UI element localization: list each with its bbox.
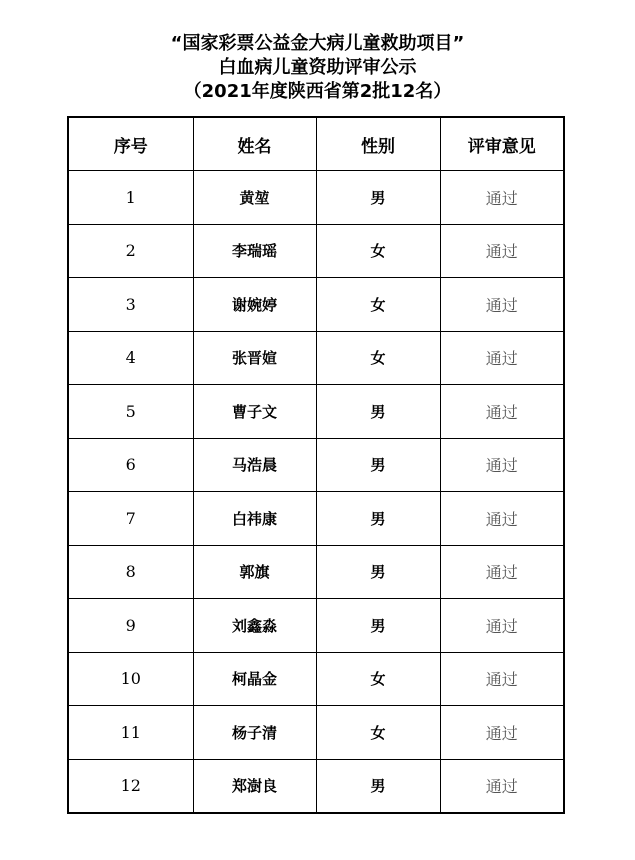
cell-name: 马浩晨 (193, 438, 316, 492)
cell-review-result: 通过 (440, 224, 564, 278)
cell-review-result: 通过 (440, 438, 564, 492)
cell-name: 曹子文 (193, 385, 316, 439)
cell-name: 黄堃 (193, 171, 316, 225)
cell-review-result: 通过 (440, 385, 564, 439)
cell-review-result: 通过 (440, 652, 564, 706)
cell-serial-number: 1 (68, 171, 193, 225)
cell-review-result: 通过 (440, 759, 564, 813)
cell-gender: 女 (316, 224, 440, 278)
cell-name: 柯晶金 (193, 652, 316, 706)
cell-review-result: 通过 (440, 492, 564, 546)
title-announcement: 白血病儿童资助评审公示 (218, 57, 417, 78)
cell-gender: 男 (316, 438, 440, 492)
cell-gender: 男 (316, 545, 440, 599)
cell-name: 刘鑫淼 (193, 599, 316, 653)
cell-name: 杨子清 (193, 706, 316, 760)
announcement-title (0, 32, 635, 104)
header-gender: 性别 (316, 117, 440, 171)
table-row (68, 545, 564, 599)
cell-serial-number: 2 (68, 224, 193, 278)
header-serial-number: 序号 (68, 117, 193, 171)
cell-serial-number: 3 (68, 278, 193, 332)
cell-gender: 男 (316, 759, 440, 813)
cell-review-result: 通过 (440, 545, 564, 599)
cell-name: 张晋媗 (193, 331, 316, 385)
cell-name: 郑澍良 (193, 759, 316, 813)
cell-serial-number: 7 (68, 492, 193, 546)
cell-serial-number: 10 (68, 652, 193, 706)
cell-gender: 女 (316, 331, 440, 385)
table-row (68, 278, 564, 332)
recipient-table (67, 116, 565, 814)
header-review-result: 评审意见 (440, 117, 564, 171)
cell-review-result: 通过 (440, 171, 564, 225)
cell-serial-number: 11 (68, 706, 193, 760)
cell-serial-number: 4 (68, 331, 193, 385)
cell-gender: 女 (316, 652, 440, 706)
table-row (68, 385, 564, 439)
cell-name: 白祎康 (193, 492, 316, 546)
table-row (68, 331, 564, 385)
cell-review-result: 通过 (440, 706, 564, 760)
title-batch-info: （2021年度陕西省第2批12名） (183, 81, 452, 102)
title-project-name: “国家彩票公益金大病儿童救助项目” (170, 33, 465, 54)
table-row (68, 438, 564, 492)
cell-gender: 男 (316, 385, 440, 439)
cell-gender: 男 (316, 492, 440, 546)
cell-review-result: 通过 (440, 331, 564, 385)
table-row (68, 759, 564, 813)
cell-serial-number: 6 (68, 438, 193, 492)
cell-serial-number: 12 (68, 759, 193, 813)
cell-serial-number: 5 (68, 385, 193, 439)
cell-gender: 男 (316, 171, 440, 225)
table-header-row (68, 117, 564, 171)
table-row (68, 171, 564, 225)
cell-name: 谢婉婷 (193, 278, 316, 332)
cell-serial-number: 9 (68, 599, 193, 653)
cell-name: 李瑞瑶 (193, 224, 316, 278)
cell-gender: 女 (316, 706, 440, 760)
cell-name: 郭旗 (193, 545, 316, 599)
table-row (68, 492, 564, 546)
cell-gender: 男 (316, 599, 440, 653)
cell-review-result: 通过 (440, 278, 564, 332)
cell-review-result: 通过 (440, 599, 564, 653)
cell-gender: 女 (316, 278, 440, 332)
cell-serial-number: 8 (68, 545, 193, 599)
table-row (68, 652, 564, 706)
table-row (68, 706, 564, 760)
header-name: 姓名 (193, 117, 316, 171)
table-row (68, 224, 564, 278)
table-row (68, 599, 564, 653)
